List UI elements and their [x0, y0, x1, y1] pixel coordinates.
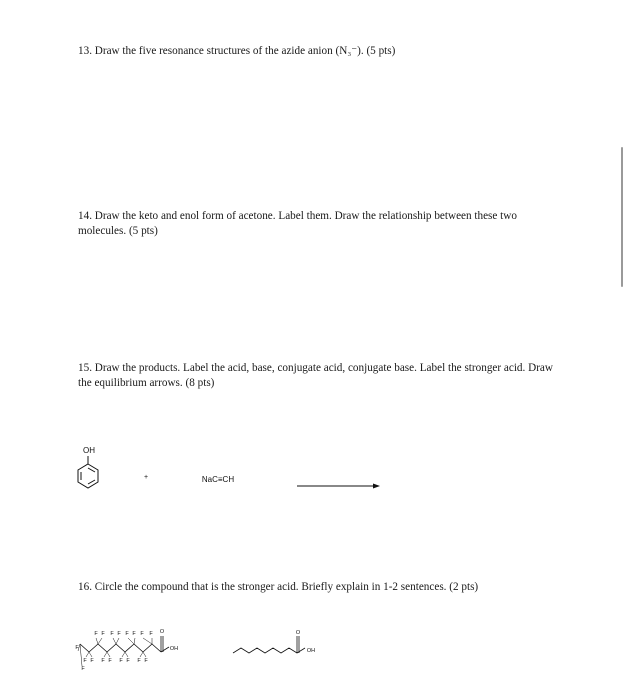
svg-text:F: F — [137, 658, 141, 664]
svg-text:F: F — [110, 631, 114, 637]
compound-a-f-labels-top — [94, 631, 153, 637]
question-15: 15. Draw the products. Label the acid, base, conjugate acid, conjugate base. Label the stronger acid. Draw the equilibrium arrows. (8 pts) — [78, 362, 553, 389]
reaction-arrow — [297, 484, 380, 489]
scrollbar[interactable] — [621, 147, 623, 287]
svg-text:F: F — [90, 658, 94, 664]
svg-text:F: F — [149, 631, 153, 637]
compound-b-alkyl-acid[interactable] — [228, 625, 328, 665]
svg-text:F: F — [83, 658, 87, 664]
svg-text:F: F — [140, 631, 144, 637]
svg-text:F: F — [117, 631, 121, 637]
compound-a-o-label: O — [159, 629, 165, 635]
question-13: 13. Draw the five resonance structures of the azide anion (N₃⁻). (5 pts) — [78, 45, 396, 57]
plus-sign: + — [143, 474, 149, 481]
compound-b-o-label: O — [295, 630, 301, 636]
svg-text:F: F — [126, 658, 130, 664]
svg-text:F: F — [132, 631, 136, 637]
compound-b-oh-label: OH — [306, 648, 316, 654]
question-16: 16. Circle the compound that is the stronger acid. Briefly explain in 1-2 sentences. (2 pts) — [78, 581, 479, 593]
sodium-acetylide-label: NaC≡CH — [201, 475, 235, 484]
svg-text:F: F — [81, 666, 85, 672]
question-14: 14. Draw the keto and enol form of acetone. Label them. Draw the relationship between these two molecules. (5 pts) — [78, 210, 517, 237]
svg-text:F: F — [101, 658, 105, 664]
svg-text:F: F — [108, 658, 112, 664]
svg-text:F: F — [119, 658, 123, 664]
svg-text:F: F — [144, 658, 148, 664]
svg-text:F: F — [94, 631, 98, 637]
svg-text:F: F — [101, 631, 105, 637]
compound-a-cf-bonds — [78, 638, 152, 666]
reaction-scheme — [60, 440, 400, 510]
svg-text:F: F — [125, 631, 129, 637]
svg-text:F: F — [75, 645, 79, 651]
phenol-oh-label: OH — [83, 446, 95, 455]
compound-a-perfluoro-acid[interactable] — [75, 622, 205, 672]
compound-a-oh-label: OH — [169, 646, 179, 652]
phenol-structure — [78, 446, 98, 488]
